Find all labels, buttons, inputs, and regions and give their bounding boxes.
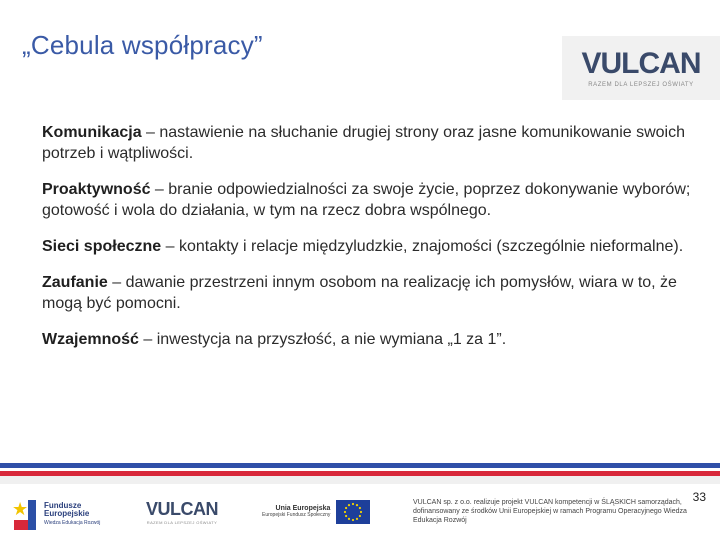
paragraph-zaufanie: [42, 272, 707, 314]
vulcan-footer-brand: VULCAN: [146, 499, 218, 519]
fe-line3: Wiedza Edukacja Rozwój: [44, 519, 101, 526]
paragraph-komunikacja: [42, 122, 707, 164]
definition: – dawanie przestrzeni innym osobom na realizację ich pomysłów, wiara w to, że mogą być pomocni.: [42, 274, 677, 312]
term: Komunikacja: [42, 124, 142, 141]
page-number: 33: [692, 490, 706, 504]
vulcan-footer-tag: RAZEM DLA LEPSZEJ OŚWIATY: [146, 520, 218, 525]
definition: – nastawienie na słuchanie drugiej strony oraz jasne komunikowanie swoich potrzeb i wątpliwości.: [42, 124, 686, 162]
eu-line2: Europejski Fundusz Społeczny: [262, 512, 331, 519]
footer: [0, 486, 720, 540]
eu-logo: [262, 500, 370, 524]
fe-line1: Fundusze: [44, 500, 82, 510]
fundusze-europejskie-icon: ★: [10, 496, 40, 532]
vulcan-logo: [562, 36, 720, 100]
slide-content: [42, 122, 707, 365]
definition: – inwestycja na przyszłość, a nie wymiana „1 za 1”.: [138, 331, 507, 348]
fe-line2: Europejskie: [44, 509, 90, 519]
vulcan-logo-tagline: RAZEM DLA LEPSZEJ OŚWIATY: [588, 81, 694, 88]
term: Zaufanie: [42, 274, 108, 291]
definition: – branie odpowiedzialności za swoje życie, poprzez dokonywanie wyborów; gotowość i wola do działania, w tym na rzecz dobra wspólnego.: [42, 181, 691, 219]
vulcan-footer-logo: [146, 500, 218, 525]
fundusze-europejskie-logo: [10, 494, 120, 534]
eu-flag-icon: [336, 500, 370, 524]
project-info-text: VULCAN sp. z o.o. realizuje projekt VULCAN kompetencji w ŚLĄSKICH samorządach, dofinansowany ze środków Unii Europejskiej w ramach Programu Operacyjnego Wiedza Edukacja Rozwój: [413, 499, 687, 524]
paragraph-wzajemnosc: [42, 329, 707, 350]
stripe-grey: [0, 476, 720, 484]
term: Wzajemność: [42, 331, 139, 348]
paragraph-proaktywnosc: [42, 179, 707, 221]
paragraph-sieci-spoleczne: [42, 236, 707, 257]
slide-title: „Cebula współpracy”: [22, 30, 263, 60]
eu-line1: Unia Europejska: [275, 505, 331, 513]
term: Proaktywność: [42, 181, 151, 198]
term: Sieci społeczne: [42, 238, 162, 255]
definition: – kontakty i relacje międzyludzkie, znajomości (szczególnie nieformalne).: [161, 238, 684, 255]
vulcan-logo-brand: VULCAN: [581, 46, 701, 80]
